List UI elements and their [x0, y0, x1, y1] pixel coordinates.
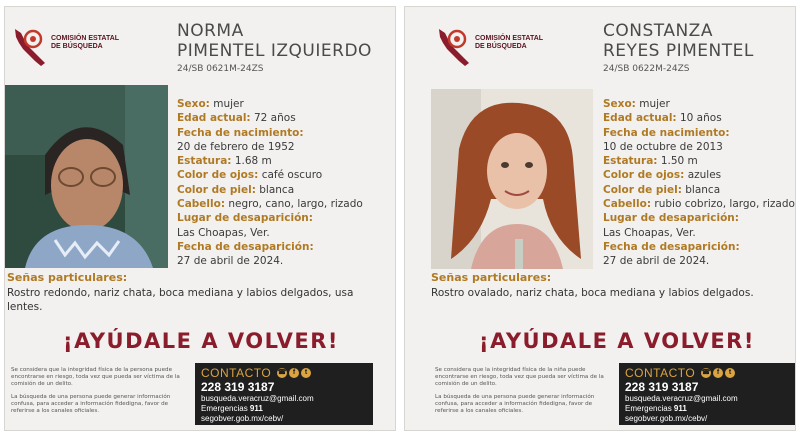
help-banner: ¡AYÚDALE A VOLVER! [63, 329, 339, 353]
person-photo [5, 85, 168, 268]
twitter-icon: t [301, 368, 311, 378]
contact-title: CONTACTO [625, 366, 696, 380]
detail-piel: Color de piel: blanca [603, 183, 721, 196]
person-photo [431, 89, 593, 269]
folio-number: 24/SB 0621M-24ZS [177, 64, 264, 74]
contact-emergencias: Emergencias 911 [625, 404, 687, 413]
contact-phone[interactable]: 228 319 3187 [201, 380, 275, 394]
facebook-icon: f [289, 368, 299, 378]
detail-ojos: Color de ojos: café oscuro [177, 169, 323, 182]
detail-estatura: Estatura: 1.68 m [177, 155, 272, 168]
senas-label: Señas particulares: [431, 271, 552, 284]
contact-web[interactable]: segobver.gob.mx/cebv/ [201, 414, 284, 423]
detail-edad: Edad actual: 10 años [603, 112, 722, 125]
facebook-icon: f [713, 368, 723, 378]
disclaimer-risk: Se considera que la integridad física de la persona puede encontrarse en riesgo, toda vez que pueda ser víctima de la comisión de un delito. [11, 367, 180, 388]
disclaimer-official: La búsqueda de una persona puede generar información confusa, para acceder a información fidedigna, favor de referirse a los canales oficiales. [435, 393, 595, 415]
veracruz-map-icon [11, 23, 51, 69]
cebv-logo [11, 23, 131, 71]
detail-cabello: Cabello: rubio cobrizo, largo, rizado [603, 198, 795, 211]
detail-piel: Color de piel: blanca [177, 183, 295, 196]
cebv-logo [435, 23, 555, 71]
person-name: CONSTANZA REYES PIMENTEL [603, 21, 754, 61]
org-name: COMISIÓN ESTATAL DE BÚSQUEDA [475, 35, 544, 50]
org-name: COMISIÓN ESTATAL DE BÚSQUEDA [51, 35, 120, 50]
detail-cabello: Cabello: negro, cano, largo, rizado [177, 198, 363, 211]
contact-email[interactable]: busqueda.veracruz@gmail.com [625, 394, 738, 403]
contact-box [619, 363, 796, 425]
detail-edad: Edad actual: 72 años [177, 112, 296, 125]
contact-title: CONTACTO [201, 366, 272, 380]
detail-fecha-desaparicion: Fecha de desaparición: 27 de abril de 2024. [603, 240, 740, 268]
contact-email[interactable]: busqueda.veracruz@gmail.com [201, 394, 314, 403]
help-banner: ¡AYÚDALE A VOLVER! [479, 329, 755, 353]
detail-ojos: Color de ojos: azules [603, 169, 722, 182]
senas-label: Señas particulares: [7, 271, 128, 284]
person-details [603, 97, 796, 269]
detail-sexo: Sexo: mujer [603, 98, 670, 110]
disclaimer-risk: Se considera que la integridad física de la niña puede encontrarse en riesgo, toda vez que pueda ser víctima de la comisión de un delito. [435, 367, 604, 388]
contact-phone[interactable]: 228 319 3187 [625, 380, 699, 394]
detail-fecha-nacimiento: Fecha de nacimiento: 20 de febrero de 1952 [177, 126, 304, 153]
senas-text: Rostro ovalado, nariz chata, boca mediana y labios delgados. [431, 287, 754, 299]
detail-fecha-nacimiento: Fecha de nacimiento: 10 de octubre de 2013 [603, 126, 730, 153]
contact-box [195, 363, 373, 425]
phone-icon: ☎ [701, 369, 711, 376]
folio-number: 24/SB 0622M-24ZS [603, 64, 690, 74]
veracruz-map-icon [435, 23, 475, 69]
twitter-icon: t [725, 368, 735, 378]
senas-text: Rostro redondo, nariz chata, boca mediana y labios delgados, usa lentes. [7, 287, 354, 313]
disclaimer [11, 367, 193, 420]
person-details [177, 97, 395, 269]
detail-lugar: Lugar de desaparición: Las Choapas, Ver. [177, 212, 313, 239]
phone-icon: ☎ [277, 369, 287, 376]
disclaimer [435, 367, 617, 420]
detail-estatura: Estatura: 1.50 m [603, 155, 698, 168]
missing-person-card-2 [404, 6, 796, 431]
detail-lugar: Lugar de desaparición: Las Choapas, Ver. [603, 212, 739, 239]
contact-web[interactable]: segobver.gob.mx/cebv/ [625, 414, 708, 423]
contact-emergencias: Emergencias 911 [201, 404, 263, 413]
disclaimer-official: La búsqueda de una persona puede generar información confusa, para acceder a información fidedigna, favor de referirse a los canales oficiales. [11, 393, 171, 415]
detail-fecha-desaparicion: Fecha de desaparición: 27 de abril de 2024. [177, 240, 314, 268]
missing-person-card-1 [4, 6, 396, 431]
detail-sexo: Sexo: mujer [177, 98, 244, 110]
person-name: NORMA PIMENTEL IZQUIERDO [177, 21, 372, 61]
